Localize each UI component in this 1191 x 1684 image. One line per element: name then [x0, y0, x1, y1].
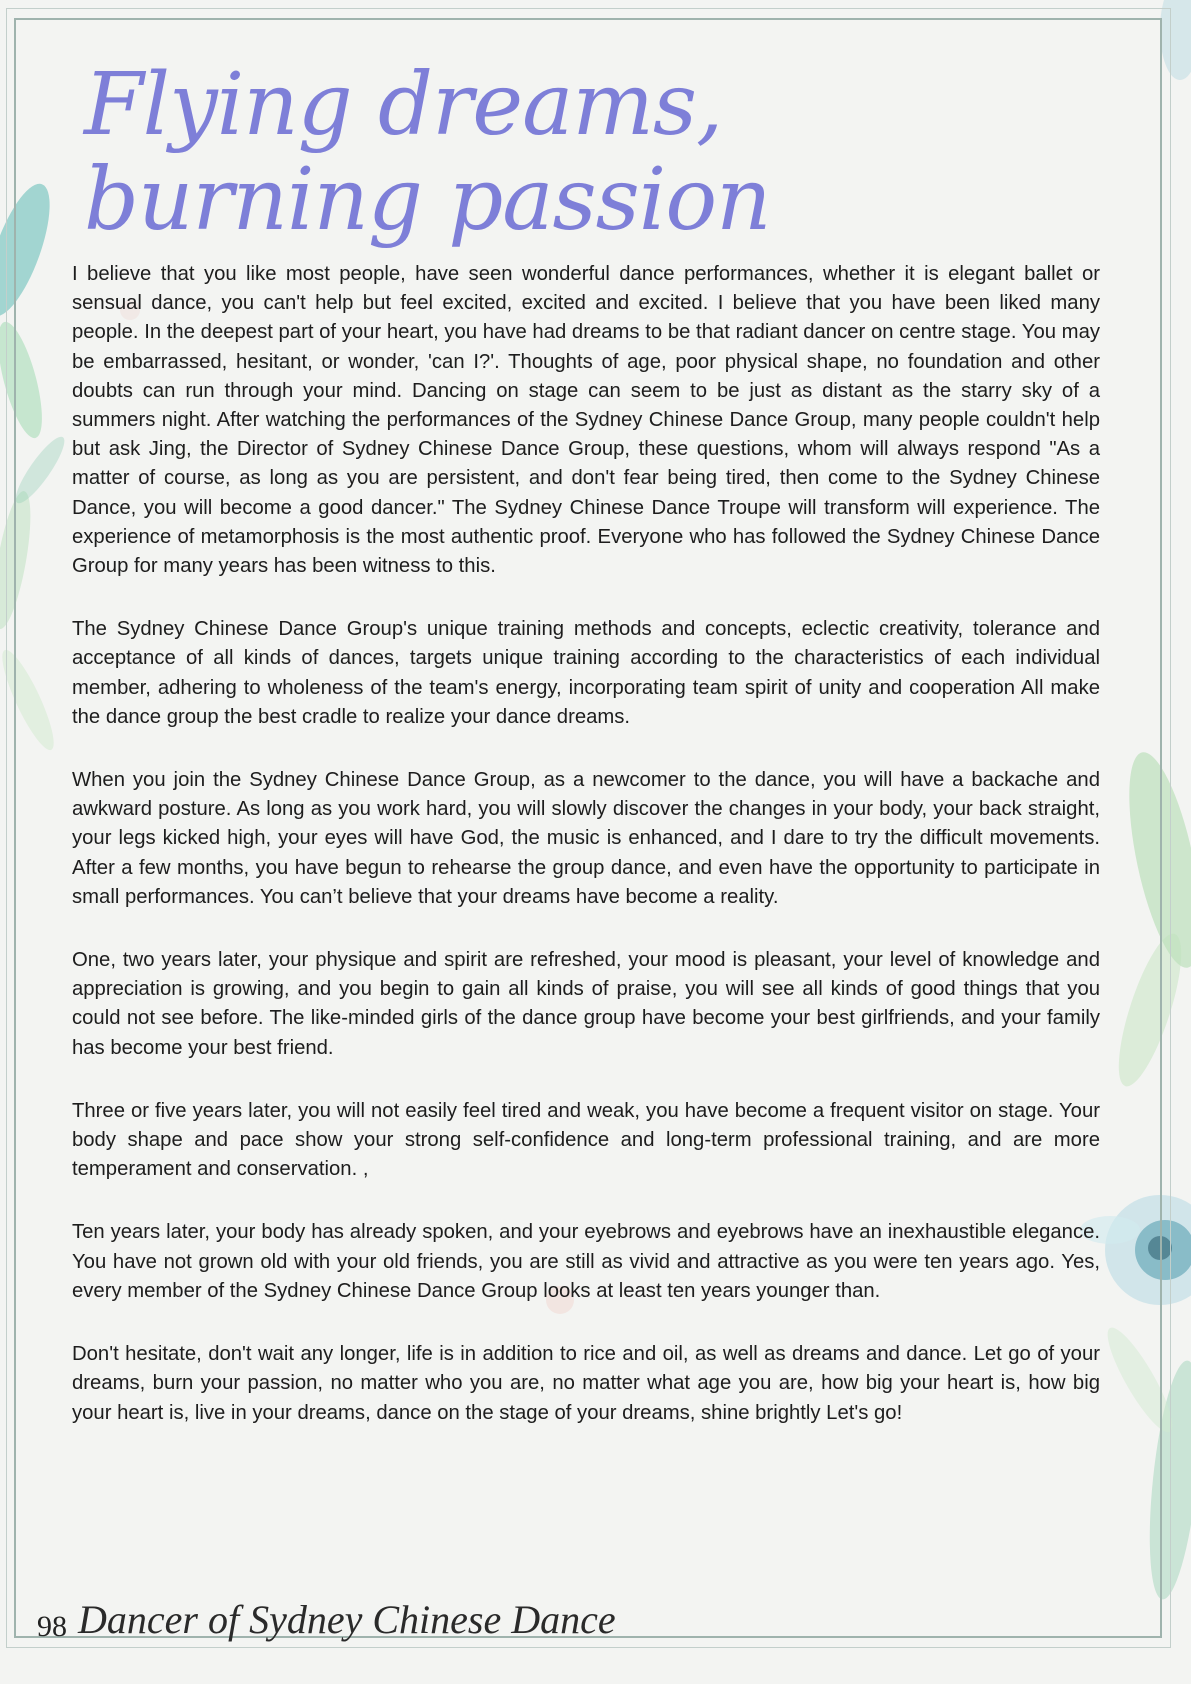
paragraph: Three or five years later, you will not easily feel tired and weak, you have become a frequent visitor on stage. Your body shape and pace show your strong self-confidence and long-term professional training, and are more temperament and conservation. ,	[72, 1099, 1100, 1181]
paragraph: When you join the Sydney Chinese Dance Group, as a newcomer to the dance, you will have a backache and awkward posture. As long as you work hard, you will slowly discover the changes in your body, your back straight, your legs kicked high, your eyes will have God, the music is enhanced, and I dare to try the difficult movements. After a few months, you have begun to rehearse the group dance, and even have the opportunity to participate in small performances. You can’t believe that your dreams have become a reality.	[72, 769, 1100, 908]
paragraph: I believe that you like most people, have seen wonderful dance performances, whether it is elegant ballet or sensual dance, you can't help but feel excited, excited and excited. I believe that you have been liked many people. In the deepest part of your heart, you have had dreams to be that radiant dancer on centre stage. You may be embarrassed, hesitant, or wonder, 'can I?'. Thoughts of age, poor physical shape, no foundation and other doubts can run through your mind. Dancing on stage can seem to be just as distant as the starry sky of a summers night. After watching the performances of the Sydney Chinese Dance Group, many people couldn't help but ask Jing, the Director of Sydney Chinese Dance Group, these questions, whom will always respond "As a matter of course, as long as you are persistent, and don't fear being tired, then come to the Sydney Chinese Dance, you will become a good dancer." The Sydney Chinese Dance Troupe will transform will experience. The experience of metamorphosis is the most authentic proof. Everyone who has followed the Sydney Chinese Dance Group for many years has been witness to this.	[72, 263, 1100, 578]
footer-title: Dancer of Sydney Chinese Dance	[78, 1597, 616, 1642]
page-number: 98	[37, 1610, 67, 1643]
paragraph: Don't hesitate, don't wait any longer, life is in addition to rice and oil, as well as dreams and dance. Let go of your dreams, burn your passion, no matter who you are, no matter what age you are, how big your heart is, how big your heart is, live in your dreams, dance on the stage of your dreams, shine brightly Let's go!	[72, 1343, 1100, 1424]
paragraph: Ten years later, your body has already spoken, and your eyebrows and eyebrows have an inexhaustible elegance. You have not grown old with your old friends, you are still as vivid and attractive as you were ten years ago. Yes, every member of the Sydney Chinese Dance Group looks at least ten years younger than.	[72, 1221, 1100, 1302]
paragraph: The Sydney Chinese Dance Group's unique training methods and concepts, eclectic creativity, tolerance and acceptance of all kinds of dances, targets unique training according to the characteristics of each individual member, adhering to wholeness of the team's energy, incorporating team spirit of unity and cooperation All make the dance group the best cradle to realize your dance dreams.	[72, 618, 1100, 728]
article-body	[72, 260, 1100, 1462]
paragraph: One, two years later, your physique and spirit are refreshed, your mood is pleasant, your level of knowledge and appreciation is growing, and you begin to gain all kinds of praise, you will see all kinds of good things that you could not see before. The like-minded girls of the dance group have become your best girlfriends, and your family has become your best friend.	[72, 949, 1100, 1059]
page-title: Flying dreams, burning passion	[84, 55, 771, 250]
